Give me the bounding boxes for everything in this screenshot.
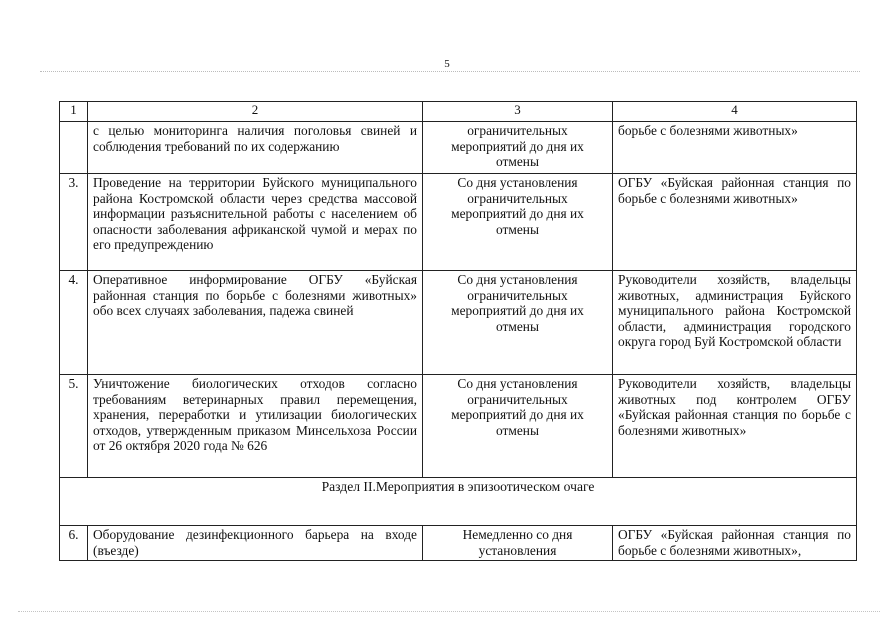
row-timing: Немедленно со дня установления (423, 526, 613, 561)
row-number: 5. (60, 375, 88, 478)
column-header-timing: 3 (423, 102, 613, 122)
section-title: Раздел II.Мероприятия в эпизоотическом очаге (60, 478, 857, 526)
column-header-responsible: 4 (613, 102, 857, 122)
row-timing: ограничительных мероприятий до дня их отмены (423, 122, 613, 174)
scan-artifact-line (40, 71, 860, 72)
row-responsible: ОГБУ «Буйская районная станция по борьбе с болезнями животных», (613, 526, 857, 561)
table-row (60, 174, 857, 271)
row-number: 6. (60, 526, 88, 561)
table-row (60, 122, 857, 174)
section-row (60, 478, 857, 526)
row-responsible: Руководители хозяйств, владельцы животных под контролем ОГБУ «Буйская районная станция по борьбе с болезнями животных» (613, 375, 857, 478)
table-row (60, 375, 857, 478)
row-number: 3. (60, 174, 88, 271)
scan-artifact-line (18, 611, 880, 612)
table-row (60, 271, 857, 375)
row-activity: Оборудование дезинфекционного барьера на входе (въезде) (88, 526, 423, 561)
column-header-number: 1 (60, 102, 88, 122)
table-row (60, 526, 857, 561)
row-responsible: борьбе с болезнями животных» (613, 122, 857, 174)
row-timing: Со дня установления ограничительных мероприятий до дня их отмены (423, 375, 613, 478)
row-responsible: ОГБУ «Буйская районная станция по борьбе с болезнями животных» (613, 174, 857, 271)
row-activity: Уничтожение биологических отходов согласно требованиям ветеринарных правил перемещения, хранения, переработки и утилизации биологических отходов, утвержденным приказом Минсельхоза России от 26 октября 2020 года № 626 (88, 375, 423, 478)
row-activity: с целью мониторинга наличия поголовья свиней и соблюдения требований по их содержанию (88, 122, 423, 174)
row-timing: Со дня установления ограничительных мероприятий до дня их отмены (423, 174, 613, 271)
row-responsible: Руководители хозяйств, владельцы животных, администрация Буйского муниципального района Костромской области, администрация городского округа город Буй Костромской области (613, 271, 857, 375)
row-number: 4. (60, 271, 88, 375)
row-number (60, 122, 88, 174)
table-header-row (60, 102, 857, 122)
row-timing: Со дня установления ограничительных мероприятий до дня их отмены (423, 271, 613, 375)
row-activity: Оперативное информирование ОГБУ «Буйская районная станция по борьбе с болезнями животных» обо всех случаях заболевания, падежа свиней (88, 271, 423, 375)
row-activity: Проведение на территории Буйского муниципального района Костромской области через средства массовой информации разъяснительной работы с населением об опасности заболевания африканской чумой и мерах по его предупреждению (88, 174, 423, 271)
page-number: 5 (444, 58, 450, 70)
column-header-activity: 2 (88, 102, 423, 122)
measures-table (59, 101, 857, 561)
